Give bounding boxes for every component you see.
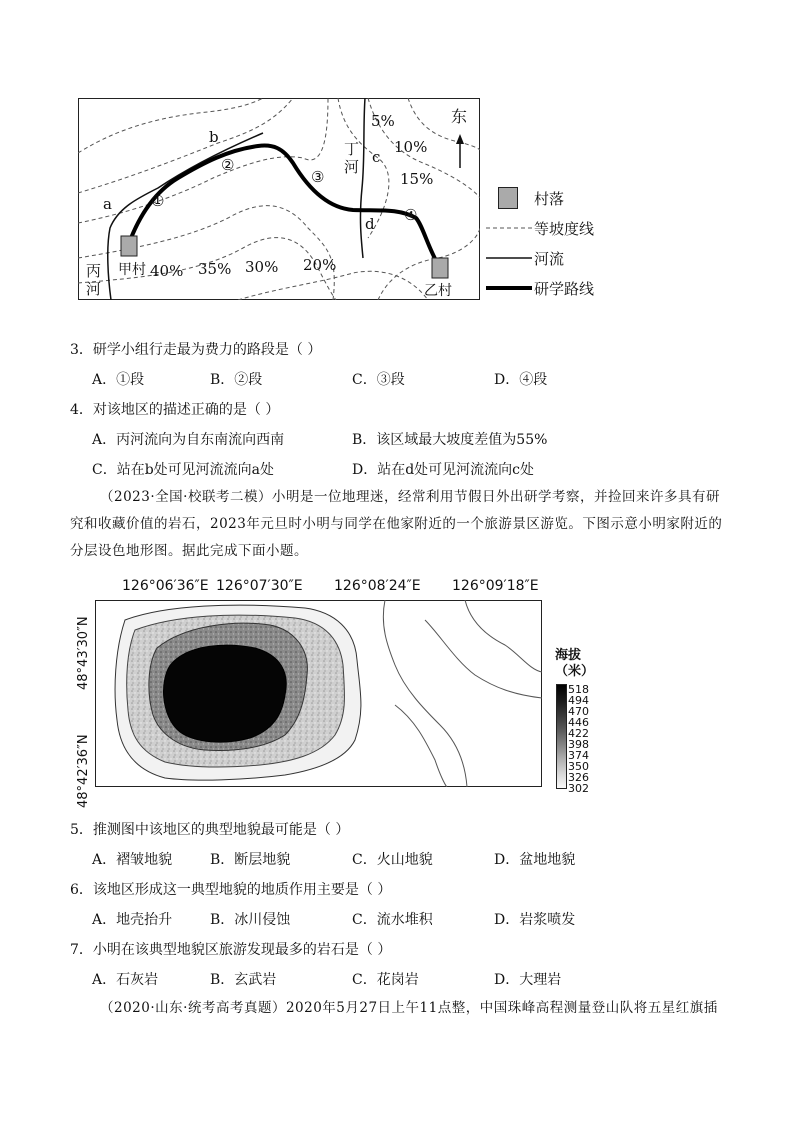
q4-option-d: D．站在d处可见河流流向c处 bbox=[352, 462, 535, 478]
question-7-stem: 7．小明在该典型地貌区旅游发现最多的岩石是（ ） bbox=[70, 942, 392, 958]
q6-option-b: B．冰川侵蚀 bbox=[210, 912, 291, 928]
lat-tick: 48°42′36″N bbox=[76, 734, 91, 808]
terrain-elevation-map bbox=[95, 600, 542, 787]
legend-contour-label: 等坡度线 bbox=[534, 220, 595, 238]
legend-village-swatch bbox=[498, 187, 518, 209]
contour-label: 15% bbox=[400, 170, 434, 188]
colorbar-tick: 494 bbox=[568, 694, 589, 707]
colorbar-tick: 398 bbox=[568, 738, 589, 751]
intro-line: （2020·山东·统考高考真题）2020年5月27日上午11点整，中国珠峰高程测量登山队将五星红旗插 bbox=[100, 1000, 718, 1016]
legend-river-swatch bbox=[486, 250, 532, 266]
segment-label-3: ③ bbox=[311, 168, 325, 186]
point-label-c: c bbox=[372, 148, 381, 166]
q6-option-a: A．地壳抬升 bbox=[92, 912, 173, 928]
colorbar-tick: 326 bbox=[568, 771, 589, 784]
question-4-stem: 4．对该地区的描述正确的是（ ） bbox=[70, 402, 280, 418]
q6-option-d: D．岩浆喷发 bbox=[494, 912, 576, 928]
river-label-ding: 丁河 bbox=[344, 140, 360, 176]
legend-river-label: 河流 bbox=[534, 250, 565, 268]
village-label-yi: 乙村 bbox=[424, 283, 452, 299]
q4-option-b: B．该区域最大坡度差值为55% bbox=[352, 432, 548, 448]
point-label-b: b bbox=[209, 128, 219, 146]
contour-label: 5% bbox=[371, 112, 395, 130]
contour-label: 35% bbox=[198, 260, 232, 278]
q5-option-d: D．盆地地貌 bbox=[494, 852, 576, 868]
q5-option-c: C．火山地貌 bbox=[352, 852, 433, 868]
q4-option-a: A．丙河流向为自东南流向西南 bbox=[92, 432, 285, 448]
question-3-stem: 3．研学小组行走最为费力的路段是（ ） bbox=[70, 342, 322, 358]
q7-option-c: C．花岗岩 bbox=[352, 972, 419, 988]
colorbar-tick: 518 bbox=[568, 683, 589, 696]
colorbar-tick: 446 bbox=[568, 716, 589, 729]
q3-option-c: C．③段 bbox=[352, 372, 405, 388]
lon-tick: 126°07′30″E bbox=[216, 578, 303, 594]
lon-tick: 126°09′18″E bbox=[452, 578, 539, 594]
segment-label-1: ① bbox=[151, 192, 165, 210]
q5-option-a: A．褶皱地貌 bbox=[92, 852, 173, 868]
q7-option-b: B．玄武岩 bbox=[210, 972, 277, 988]
intro-line: 分层设色地形图。据此完成下面小题。 bbox=[70, 543, 308, 559]
legend-village-label: 村落 bbox=[534, 190, 565, 208]
intro-paragraph bbox=[70, 484, 730, 565]
village-yi-marker bbox=[432, 258, 448, 278]
q7-option-a: A．石灰岩 bbox=[92, 972, 159, 988]
lon-tick: 126°06′36″E bbox=[122, 578, 209, 594]
contour-label: 20% bbox=[303, 256, 337, 274]
colorbar-tick: 422 bbox=[568, 727, 589, 740]
colorbar-tick: 302 bbox=[568, 782, 589, 795]
q6-option-c: C．流水堆积 bbox=[352, 912, 433, 928]
colorbar-tick: 470 bbox=[568, 705, 589, 718]
legend-contour-swatch bbox=[486, 220, 532, 236]
q3-option-a: A．①段 bbox=[92, 372, 145, 388]
intro-paragraph-2 bbox=[70, 995, 730, 1022]
contour-label: 10% bbox=[394, 138, 428, 156]
q7-option-d: D．大理岩 bbox=[494, 972, 562, 988]
intro-line: （2023·全国·校联考二模）小明是一位地理迷，经常利用节假日外出研学考察，并捡回来许多具有研 bbox=[100, 489, 720, 505]
colorbar-title: 海拔（米） bbox=[555, 648, 595, 679]
point-label-a: a bbox=[103, 195, 112, 213]
segment-label-4: ④ bbox=[404, 206, 418, 224]
question-6-stem: 6．该地区形成这一典型地貌的地质作用主要是（ ） bbox=[70, 882, 392, 898]
lon-tick: 126°08′24″E bbox=[334, 578, 421, 594]
point-label-d: d bbox=[365, 215, 375, 233]
village-label-jia: 甲村 bbox=[118, 262, 146, 278]
segment-label-2: ② bbox=[221, 156, 235, 174]
river-label-bing: 丙河 bbox=[86, 262, 102, 298]
direction-label: 东 bbox=[451, 107, 468, 126]
q3-option-d: D．④段 bbox=[494, 372, 548, 388]
lat-tick: 48°43′30″N bbox=[76, 616, 91, 690]
contour-label: 40% bbox=[150, 262, 184, 280]
q5-option-b: B．断层地貌 bbox=[210, 852, 291, 868]
colorbar-tick: 374 bbox=[568, 749, 589, 762]
colorbar-tick: 350 bbox=[568, 760, 589, 773]
q4-option-c: C．站在b处可见河流流向a处 bbox=[92, 462, 275, 478]
contour-label: 30% bbox=[245, 258, 279, 276]
intro-line: 究和收藏价值的岩石，2023年元旦时小明与同学在他家附近的一个旅游景区游览。下图示意小明家附近的 bbox=[70, 516, 723, 532]
colorbar bbox=[556, 684, 567, 789]
q3-option-b: B．②段 bbox=[210, 372, 263, 388]
legend-route-label: 研学路线 bbox=[534, 280, 595, 298]
village-jia-marker bbox=[121, 236, 137, 256]
legend-route-swatch bbox=[486, 280, 532, 296]
question-5-stem: 5．推测图中该地区的典型地貌最可能是（ ） bbox=[70, 822, 350, 838]
crater-summit bbox=[164, 645, 287, 742]
